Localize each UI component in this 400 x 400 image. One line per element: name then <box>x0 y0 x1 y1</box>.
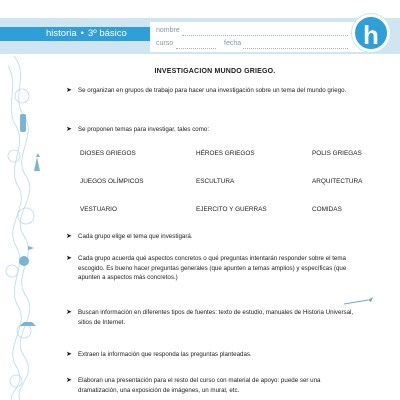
student-info-box <box>150 22 376 52</box>
decorative-spear-right <box>344 296 374 308</box>
step-bullet-3: ➤ Buscan información en diferentes tipos de fuentes: texto de estudio, manuales de Historia Universal, sitios de Internet. <box>66 309 354 326</box>
brand-logo: h <box>352 14 390 52</box>
date-label: fecha <box>224 40 242 47</box>
step-bullet-5: ➤ Elaboran una presentación para el resto del curso con material de apoyo: puede ser una dramatización, una exposición de imágenes, un mural, etc. <box>66 377 321 394</box>
warrior-icon <box>34 153 40 171</box>
amphora-icon <box>20 114 26 132</box>
arrow-bullet-icon: ➤ <box>66 309 72 316</box>
name-field[interactable] <box>182 35 348 36</box>
arrow-bullet-icon: ➤ <box>66 351 72 358</box>
topic-item: COMIDAS <box>312 206 342 213</box>
topic-item: ARQUITECTURA <box>312 178 363 185</box>
step-bullet-4: ➤ Extraen la información que responda las preguntas planteadas. <box>66 351 252 358</box>
arrow-bullet-icon: ➤ <box>66 255 72 262</box>
column-icon <box>20 322 36 326</box>
topic-item: DIOSES GRIEGOS <box>80 150 136 157</box>
spear-icon <box>28 246 34 250</box>
subject-label: historia <box>46 28 77 39</box>
medallion-icon <box>19 256 29 266</box>
course-field[interactable] <box>176 48 216 49</box>
date-field[interactable] <box>243 48 348 49</box>
topic-item: JUEGOS OLÍMPICOS <box>80 178 144 185</box>
arrow-bullet-icon: ➤ <box>66 126 72 133</box>
course-label: curso <box>156 40 174 47</box>
arrow-bullet-icon: ➤ <box>66 377 72 384</box>
grade-label: 3º básico <box>87 28 127 39</box>
arrow-bullet-icon: ➤ <box>66 87 72 94</box>
intro-bullet-2: ➤ Se proponen temas para investigar, tales como: <box>66 126 210 133</box>
topic-item: HÉROES GRIEGOS <box>196 150 255 157</box>
greek-icons <box>19 114 40 326</box>
document-title: INVESTIGACION MUNDO GRIEGO. <box>154 68 276 75</box>
subject-grade-label: historia • 3º básico <box>0 27 152 41</box>
arrow-bullet-icon: ➤ <box>66 233 72 240</box>
decorative-swirls <box>0 56 60 400</box>
topic-item: POLIS GRIEGAS <box>312 150 362 157</box>
name-label: nombre <box>156 27 180 34</box>
intro-bullet-1: ➤ Se organizan en grupos de trabajo para hacer una investigación sobre un tema del mundo griego. <box>66 87 347 94</box>
topic-item: EJERCITO Y GUERRAS <box>196 206 267 213</box>
step-bullet-2: ➤ Cada grupo acuerda qué aspectos concretos o qué preguntas intentarán responder sobre el tema escogido. Es bueno hacer preguntas generales (que apunten a temas amplios) y específicas (que apunten a aspectos más concretos.) <box>66 255 347 281</box>
topic-item: VESTUARIO <box>80 206 117 213</box>
step-bullet-1: ➤ Cada grupo elige el tema que investigará. <box>66 233 193 240</box>
topic-item: ESCULTURA <box>196 178 235 185</box>
